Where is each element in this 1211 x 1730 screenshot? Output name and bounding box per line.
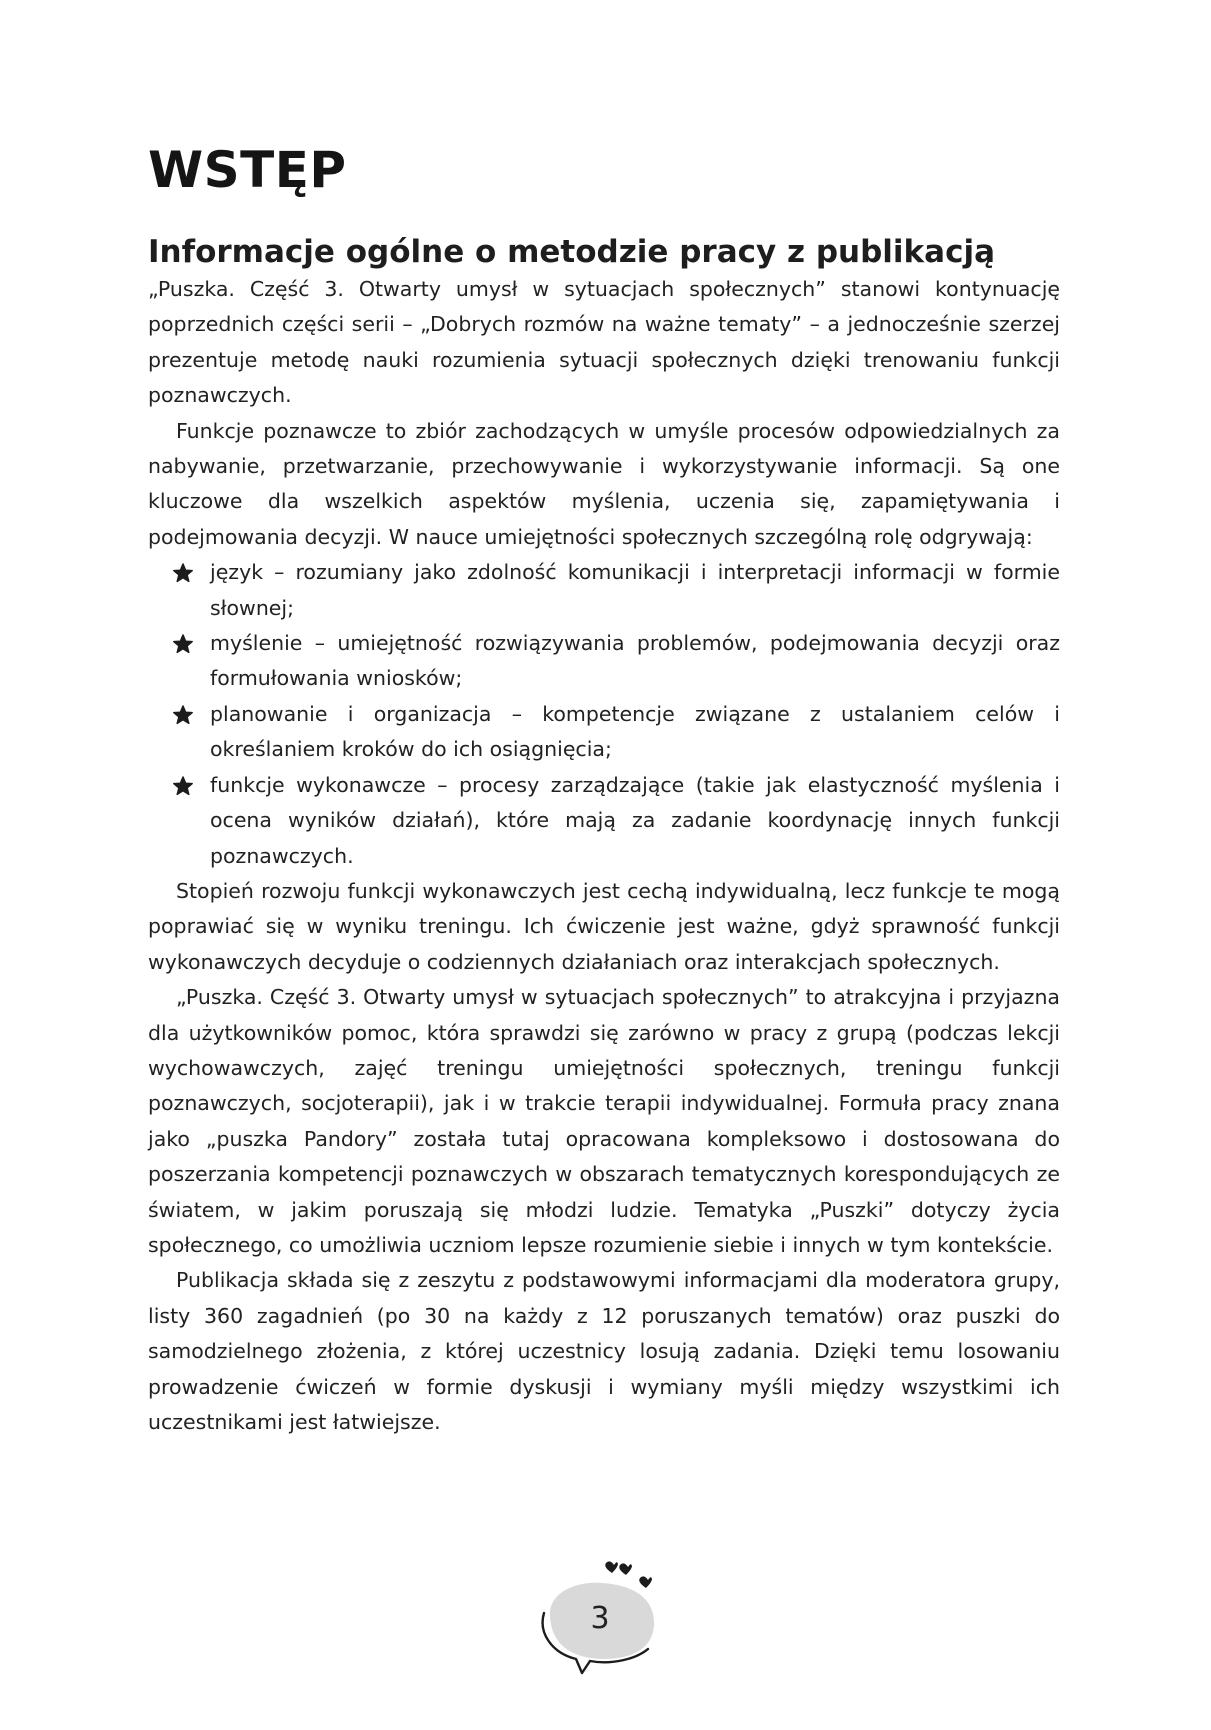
paragraph: Stopień rozwoju funkcji wykonawczych jest cechą indywidualną, lecz funkcje te mogą poprawiać się w wyniku treningu. Ich ćwiczenie jest ważne, gdyż sprawność funkcji wykonawczych decyduje o codziennych działaniach oraz interakcjach społecznych. xyxy=(148,878,1060,974)
body-text xyxy=(148,272,1060,1440)
star-icon xyxy=(173,563,193,583)
star-icon xyxy=(173,705,193,725)
star-icon xyxy=(173,776,193,796)
bullet-text: planowanie i organizacja – kompetencje związane z ustalaniem celów i określaniem kroków do ich osiągnięcia; xyxy=(210,701,1060,762)
star-icon xyxy=(173,634,193,654)
page-title: WSTĘP xyxy=(148,141,347,199)
list-item xyxy=(148,555,1060,626)
paragraph: „Puszka. Część 3. Otwarty umysł w sytuacjach społecznych” to atrakcyjna i przyjazna dla użytkowników pomoc, która sprawdzi się zarówno w pracy z grupą (podczas lekcji wychowawczych, zajęć treningu umiejętności społecznych, treningu funkcji poznawczych, socjoterapii), jak i w trakcie terapii indywidualnej. Formuła pracy znana jako „puszka Pandory” została tutaj opracowana kompleksowo i dostosowana do poszerzania kompetencji poznawczych w obszarach tematycznych korespondujących ze światem, w jakim poruszają się młodzi ludzie. Tematyka „Puszki” dotyczy życia społecznego, co umożliwia uczniom lepsze rozumienie siebie i innych w tym kontekście. xyxy=(148,985,1060,1257)
bullet-list xyxy=(148,555,1060,874)
section-heading: Informacje ogólne o metodzie pracy z publikacją xyxy=(148,234,995,270)
page-content xyxy=(148,140,1060,1440)
paragraph: Publikacja składa się z zeszytu z podstawowymi informacjami dla moderatora grupy, listy 360 zagadnień (po 30 na każdy z 12 poruszanych tematów) oraz puszki do samodzielnego złożenia, z której uczestnicy losują zadania. Dzięki temu losowaniu prowadzenie ćwiczeń w formie dyskusji i wymiany myśli między wszystkimi ich uczestnikami jest łatwiejsze. xyxy=(148,1268,1060,1434)
page-number-badge xyxy=(530,1555,670,1685)
list-item xyxy=(148,768,1060,874)
paragraph: „Puszka. Część 3. Otwarty umysł w sytuacjach społecznych” stanowi kontynuację poprzednich części serii – „Dobrych rozmów na ważne tematy” – a jednocześnie szerzej prezentuje metodę nauki rozumienia sytuacji społecznych dzięki trenowaniu funkcji poznawczych. xyxy=(148,277,1060,408)
list-item xyxy=(148,697,1060,768)
bullet-text: myślenie – umiejętność rozwiązywania problemów, podejmowania decyzji oraz formułowania wniosków; xyxy=(210,631,1060,691)
paragraph: Funkcje poznawcze to zbiór zachodzących w umyśle procesów odpowiedzialnych za nabywanie, przetwarzanie, przechowywanie i wykorzystywanie informacji. Są one kluczowe dla wszelkich aspektów myślenia, uczenia się, zapamiętywania i podejmowania decyzji. W nauce umiejętności społecznych szczególną rolę odgrywają: xyxy=(148,418,1060,549)
bullet-text: funkcje wykonawcze – procesy zarządzające (takie jak elastyczność myślenia i ocena wyników działań), które mają za zadanie koordynację innych funkcji poznawczych. xyxy=(210,772,1060,868)
bullet-text: język – rozumiany jako zdolność komunikacji i interpretacji informacji w formie słownej; xyxy=(210,560,1060,620)
page-number: 3 xyxy=(590,1601,610,1636)
list-item xyxy=(148,626,1060,697)
